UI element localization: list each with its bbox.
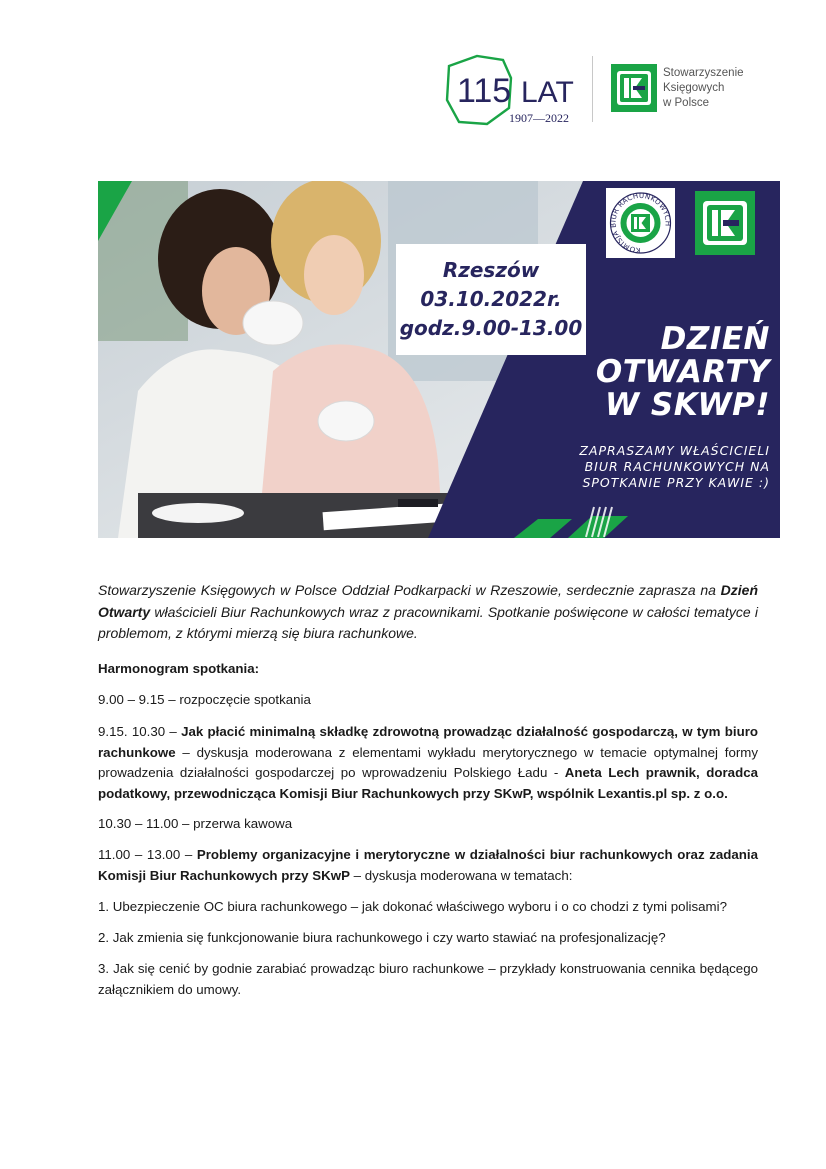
event-date: 03.10.2022r. [420,287,562,311]
schedule-item-4-title: Problemy organizacyjne i merytoryczne w działalności biur rachunkowych oraz zadania Komisji Biur Rachunkowych przy SKwP [98,847,758,883]
schedule-heading-text: Harmonogram spotkania: [98,661,260,676]
headline-line-3: W SKWP! [604,387,770,423]
event-banner [98,181,780,538]
banner-skwp-logo-icon [695,191,755,255]
intro-paragraph [98,580,758,645]
schedule-heading [98,659,758,680]
anniversary-number: 115 [457,72,512,110]
event-time: godz.9.00-13.00 [399,316,583,340]
anniversary-logo [443,52,583,130]
schedule-item-2-speaker: Aneta Lech prawnik, doradca podatkowy, przewodnicząca Komisji Biur Rachunkowych przy SKwP, wspólnik Lexantis.pl sp. z o.o. [98,765,758,801]
headline-line-2: OTWARTY [595,354,770,390]
subheadline-line-3: SPOTKANIE PRZY KAWIE :) [582,475,770,490]
komisja-logo-ring-text: KOMISJA BIUR RACHUNKOWYCH [609,191,672,255]
schedule-item-2-time: 9.15. 10.30 – [98,724,182,739]
header-org-name-line-3: w Polsce [663,97,710,109]
anniversary-word: LAT [521,76,574,109]
subheadline-line-1: ZAPRASZAMY WŁAŚCICIELI [579,443,770,458]
skwp-logo-icon [611,64,657,112]
schedule-item-4 [98,845,758,886]
topic-item-1: 1. Ubezpieczenie OC biura rachunkowego – jak dokonać właściwego wyboru i o co chodzi z tymi polisami? [98,899,727,914]
headline-line-1: DZIEŃ [660,321,770,357]
topic-item-2: 2. Jak zmienia się funkcjonowanie biura rachunkowego i czy warto stawiać na profesjonalizację? [98,930,666,945]
komisja-biur-rachunkowych-logo [606,188,675,258]
schedule-item-4-time: 11.00 – 13.00 – [98,847,197,862]
intro-text-end: właścicieli Biur Rachunkowych wraz z pracownikami. Spotkanie poświęcone w całości tematyce i problemom, z którymi mierzą się biura rachunkowe. [98,603,758,641]
schedule-item-3: 10.30 – 11.00 – przerwa kawowa [98,816,293,831]
header-org-name-line-1: Stowarzyszenie [663,67,744,79]
topic-item-3: 3. Jak się cenić by godnie zarabiać prowadząc biuro rachunkowe – przykłady konstruowania cennika będącego załącznikiem do umowy. [98,961,758,997]
anniversary-years: 1907—2022 [509,111,569,125]
schedule-item-2-title: Jak płacić minimalną składkę zdrowotną prowadząc działalność gospodarczą, w tym biuro rachunkowe [98,724,758,760]
banner-subheadline [526,443,770,491]
schedule-item-1: 9.00 – 9.15 – rozpoczęcie spotkania [98,692,311,707]
subheadline-line-2: BIUR RACHUNKOWYCH NA [584,459,770,474]
schedule-item-4-description: – dyskusja moderowana w tematach: [349,867,573,883]
intro-event-name: Dzień Otwarty [98,582,758,620]
intro-text-start: Stowarzyszenie Księgowych w Polsce Oddział Podkarpacki w Rzeszowie, serdecznie zaprasza na [98,582,721,598]
header-org-name-line-2: Księgowych [663,82,725,94]
event-city: Rzeszów [442,258,540,282]
header-divider [592,56,593,122]
schedule-item-2 [98,722,758,804]
banner-headline [542,323,770,422]
schedule-item-2-description: – dyskusja moderowana z elementami wykładu merytorycznego w temacie optymalnej formy prowadzenia działalności gospodarczej po wprowadzeniu Polskiego Ładu - [98,744,758,780]
